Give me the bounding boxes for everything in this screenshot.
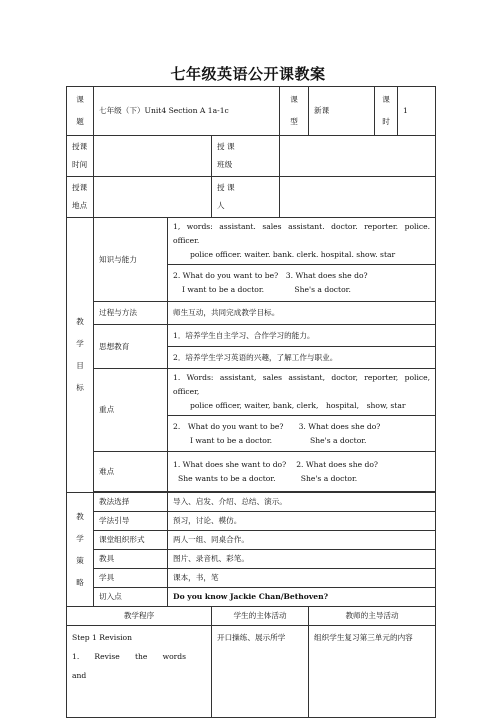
- strategy-row-label: 教具: [94, 550, 168, 569]
- strategy-row-value: Do you know Jackie Chan/Bethoven?: [168, 588, 436, 607]
- time-label: 授课 时间: [67, 136, 94, 177]
- type-value: 新课: [309, 87, 375, 136]
- teacher-activity: 组织学生复习第三单元的内容: [309, 626, 436, 718]
- strategy-row-label: 切入点: [94, 588, 168, 607]
- step-line: 1. Revise the words and: [72, 652, 202, 680]
- procedure-step: [67, 626, 212, 718]
- difficult-value: [168, 452, 436, 492]
- strategy-row-value: 课本，书，笔: [168, 569, 436, 588]
- class-label: 授 课 班级: [212, 136, 280, 177]
- strategy-row-label: 学法引导: [94, 512, 168, 531]
- time-value: [94, 136, 212, 177]
- student-activity-header: 学生的主体活动: [212, 607, 309, 626]
- student-activity: 开口操练、展示所学: [212, 626, 309, 718]
- key-line1b: police officer, waiter, bank, clerk, hospital, show, star: [190, 401, 406, 410]
- thought-label: 思想教育: [94, 325, 168, 369]
- lesson-plan-table: [66, 86, 436, 718]
- key-sentences: [168, 416, 436, 452]
- knowledge-words: [168, 218, 436, 265]
- topic-label: 课 题: [67, 87, 94, 136]
- knowledge-line2b: I want to be a doctor. She's a doctor.: [182, 285, 351, 294]
- key-line1a: 1. Words: assistant, sales assistant, doctor, reporter, police, officer,: [173, 373, 431, 396]
- thought-value2: 2．培养学生学习英语的兴趣，了解工作与职业。: [168, 347, 436, 369]
- goals-section-label: 教 学 目 标: [67, 218, 94, 493]
- strategy-row-value: 导入、启发、介绍、总结、演示。: [168, 493, 436, 512]
- teacher-activity-header: 教师的主导活动: [309, 607, 436, 626]
- period-label: 课 时: [375, 87, 398, 136]
- knowledge-sentences: [168, 265, 436, 302]
- process-label: 过程与方法: [94, 302, 168, 325]
- knowledge-line2a: 2. What do you want to be? 3. What does she do?: [173, 271, 368, 280]
- knowledge-line1b: police officer. waiter. bank. clerk. hospital. show. star: [190, 250, 396, 259]
- difficult-label: 难点: [94, 452, 168, 492]
- teacher-value: [280, 177, 436, 218]
- process-value: 师生互动，共同完成教学目标。: [168, 302, 436, 325]
- strategy-row-label: 课堂组织形式: [94, 531, 168, 550]
- difficult-line-a: 1. What does she want to do? 2. What does she do?: [173, 459, 378, 469]
- strategy-row-value: 预习，讨论、模仿。: [168, 512, 436, 531]
- procedure-header: 教学程序: [67, 607, 212, 626]
- strategy-row-label: 学具: [94, 569, 168, 588]
- key-label: 重点: [94, 369, 168, 452]
- period-value: 1: [398, 87, 436, 136]
- place-value: [94, 177, 212, 218]
- type-label: 课 型: [280, 87, 309, 136]
- key-line2a: 2. What do you want to be? 3. What does she do?: [173, 421, 381, 431]
- strategy-row-value: 图片、录音机、彩笔。: [168, 550, 436, 569]
- key-words: [168, 369, 436, 416]
- step-title: Step 1 Revision: [72, 633, 132, 642]
- thought-value1: 1．培养学生自主学习、合作学习的能力。: [168, 325, 436, 347]
- place-label: 授课 地点: [67, 177, 94, 218]
- class-value: [280, 136, 436, 177]
- difficult-line-b: She wants to be a doctor. She's a doctor.: [178, 473, 358, 483]
- knowledge-label: 知识与能力: [94, 218, 168, 302]
- teacher-label: 授 课 人: [212, 177, 280, 218]
- strategy-section-label: 教 学 策 略: [67, 493, 94, 607]
- strategy-row-value: 两人一组、同桌合作。: [168, 531, 436, 550]
- knowledge-line1a: 1, words: assistant. sales assistant. doctor. reporter. police. officer.: [173, 222, 431, 245]
- topic-value: 七年级（下）Unit4 Section A 1a-1c: [94, 87, 280, 136]
- key-line2b: I want to be a doctor. She's a doctor.: [190, 435, 367, 445]
- page-title: 七年级英语公开课教案: [170, 65, 326, 83]
- strategy-row-label: 教法选择: [94, 493, 168, 512]
